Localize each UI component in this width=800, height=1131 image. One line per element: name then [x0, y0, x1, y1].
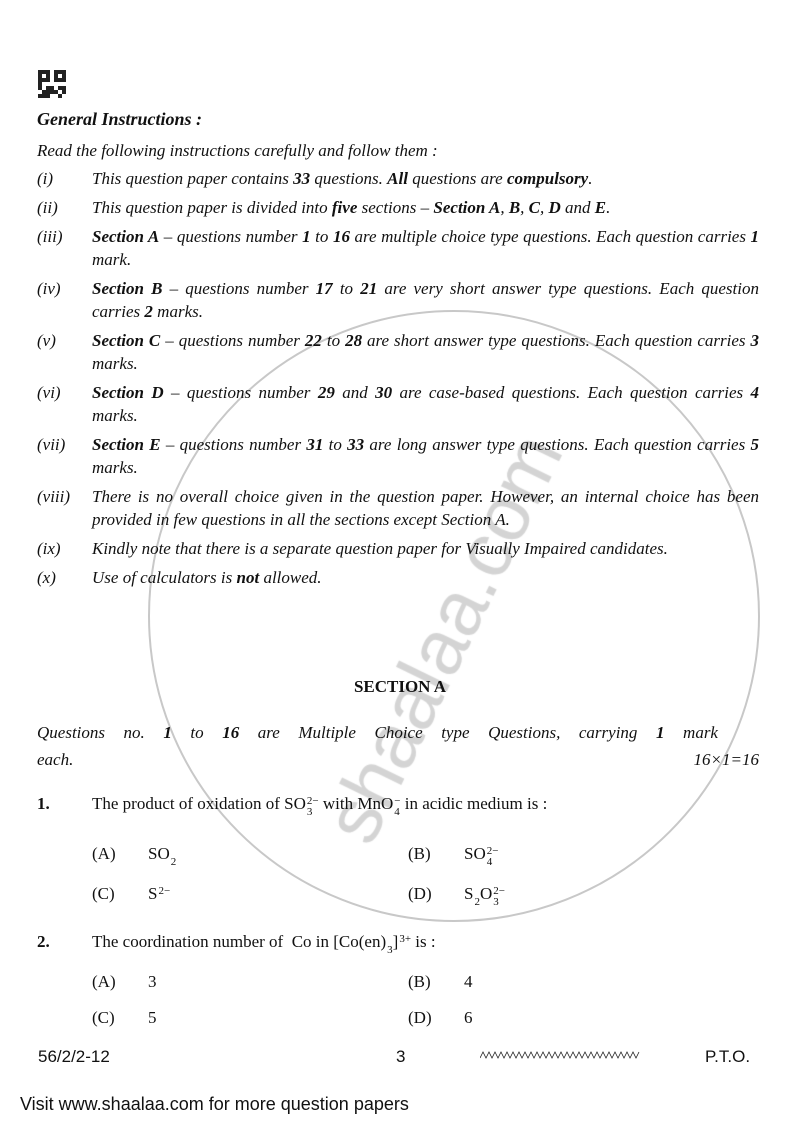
visit-link[interactable]: Visit www.shaalaa.com for more question papers [20, 1094, 409, 1114]
text: Questions no. [37, 723, 164, 742]
subscript [158, 897, 170, 908]
bold-text: 33 [347, 435, 365, 454]
text: Use of calculators is [92, 568, 237, 587]
superscript: 2− [306, 795, 319, 808]
text: . [588, 169, 593, 188]
text: This question paper contains [92, 169, 294, 188]
instruction-item [37, 167, 759, 190]
text: – questions number [160, 331, 305, 350]
bold-text: 4 [750, 383, 759, 402]
text: and [334, 383, 376, 402]
text: The product of oxidation of [92, 794, 285, 813]
chemical-formula [357, 790, 400, 818]
bold-text: 3 [750, 331, 759, 350]
superscript: 3+ [399, 933, 412, 946]
text: 5 [148, 1008, 157, 1027]
bold-text: 28 [345, 331, 363, 350]
option-d[interactable] [408, 1004, 473, 1032]
text: is : [411, 932, 436, 951]
bold-text: E [594, 198, 607, 217]
option-label: (D) [408, 884, 432, 903]
text: marks. [92, 435, 764, 477]
instruction-text [92, 277, 764, 323]
text: 6 [464, 1008, 473, 1027]
text: questions. [310, 169, 388, 188]
section-note-line2: each. [37, 750, 74, 769]
chemical-formula [464, 840, 498, 868]
text: marks. [92, 331, 764, 373]
instruction-number: (ii) [37, 198, 58, 217]
text: and [560, 198, 595, 217]
option-c[interactable] [92, 880, 170, 908]
subscript: 3 [493, 896, 499, 909]
pto-label: P.T.O. [705, 1047, 751, 1066]
bold-text: 33 [293, 169, 311, 188]
text: to [321, 331, 346, 350]
subscript: 4 [486, 856, 493, 869]
section-title: SECTION A [353, 677, 447, 696]
text: to [332, 279, 361, 298]
text: , [540, 198, 549, 217]
bold-text: not [236, 568, 260, 587]
bold-text: Section A [92, 227, 160, 246]
text: – questions number [162, 279, 316, 298]
subscript [399, 945, 411, 956]
instruction-number: (x) [37, 568, 56, 587]
option-a[interactable] [92, 968, 157, 996]
bold-text: 29 [317, 383, 335, 402]
bold-text: 17 [315, 279, 333, 298]
instruction-text [92, 433, 764, 479]
text: . [606, 198, 611, 217]
bold-text: Section E [92, 435, 161, 454]
formula-base: O [479, 884, 493, 903]
instruction-item [37, 329, 764, 375]
instruction-number: (vii) [37, 435, 66, 454]
bold-text: 2 [144, 302, 153, 321]
text: to [310, 227, 333, 246]
instruction-text [92, 167, 759, 190]
instruction-text [92, 566, 759, 589]
squiggle-line [480, 1049, 642, 1061]
text: – questions number [163, 383, 318, 402]
chemical-formula [148, 880, 170, 908]
chemical-formula [148, 840, 176, 868]
superscript: 2− [158, 885, 171, 898]
text: sections – [357, 198, 434, 217]
bold-text: Section C [92, 331, 161, 350]
instruction-text [92, 225, 764, 271]
option-label: (A) [92, 844, 116, 863]
text: , [500, 198, 509, 217]
instruction-text [92, 381, 764, 427]
instruction-number: (iii) [37, 227, 63, 246]
option-label: (A) [92, 972, 116, 991]
instruction-item [37, 196, 759, 219]
instruction-text [92, 329, 764, 375]
section-marks: 16×1=16 [693, 750, 759, 769]
instruction-item [37, 381, 764, 427]
formula-base: ] [392, 932, 399, 951]
bold-text: B [508, 198, 521, 217]
text: – questions number [160, 435, 307, 454]
bold-text: Section D [92, 383, 164, 402]
option-label: (B) [408, 972, 431, 991]
chemical-formula [480, 880, 505, 908]
formula-base: MnO [357, 794, 394, 813]
chemical-formula [393, 928, 411, 956]
text: mark [664, 723, 718, 742]
instruction-text [92, 537, 759, 560]
chemical-formula [333, 928, 392, 956]
formula-base: SO [464, 844, 486, 863]
section-note-text [37, 719, 718, 746]
text: are long answer type questions. Each question carries [364, 435, 751, 454]
question-number: 2. [37, 932, 50, 951]
subscript: 2 [170, 856, 177, 869]
bold-text: 1 [163, 723, 172, 742]
formula-base: SO [284, 794, 306, 813]
chemical-formula [284, 790, 318, 818]
instruction-item [37, 277, 764, 323]
bold-text: compulsory [506, 169, 589, 188]
bold-text: 21 [360, 279, 378, 298]
text: are very short answer type questions. Each question carries [92, 279, 764, 321]
question [37, 790, 759, 818]
instruction-number: (iv) [37, 279, 61, 298]
text: mark. [92, 227, 764, 269]
chemical-formula [464, 880, 480, 908]
text: to [323, 435, 348, 454]
bold-text: All [387, 169, 408, 188]
option-b[interactable] [408, 840, 498, 868]
question-number: 1. [37, 794, 50, 813]
paper-code: 56/2/2-12 [38, 1047, 110, 1066]
option-d[interactable] [408, 880, 505, 908]
instruction-item [37, 537, 759, 560]
bold-text: 1 [302, 227, 311, 246]
text: are multiple choice type questions. Each question carries [349, 227, 751, 246]
subscript: 3 [306, 806, 313, 819]
bold-text: 16 [332, 227, 350, 246]
instruction-text [92, 485, 764, 531]
bold-text: five [331, 198, 358, 217]
option-label: (C) [92, 1008, 115, 1027]
instruction-item [37, 566, 759, 589]
instruction-item [37, 433, 764, 479]
formula-base: [Co(en) [333, 932, 387, 951]
option-b[interactable] [408, 968, 473, 996]
option-a[interactable] [92, 840, 176, 868]
formula-base: S [464, 884, 474, 903]
option-c[interactable] [92, 1004, 157, 1032]
bold-text: Section B [92, 279, 163, 298]
formula-base: SO [148, 844, 170, 863]
superscript: 2− [493, 885, 505, 898]
option-label: (B) [408, 844, 431, 863]
instruction-number: (i) [37, 169, 54, 188]
text: are Multiple Choice type Questions, carrying [239, 723, 656, 742]
instruction-text [92, 196, 759, 219]
option-label: (C) [92, 884, 115, 903]
text: in acidic medium is : [400, 794, 548, 813]
text: – questions number [159, 227, 303, 246]
section-note [37, 719, 759, 773]
bold-text: C [528, 198, 540, 217]
subscript: 2 [474, 896, 480, 909]
text: This question paper is divided into [92, 198, 332, 217]
formula-base: S [148, 884, 158, 903]
text: The coordination number of Co in [92, 932, 334, 951]
question [37, 928, 759, 956]
instruction-number: (v) [37, 331, 56, 350]
subscript: 4 [394, 806, 400, 819]
instruction-item [37, 485, 764, 531]
text: There is no overall choice given in the question paper. However, an internal choice has been provided in few questions in all the sections except Section A. [92, 487, 764, 529]
page-number: 3 [396, 1047, 406, 1066]
bold-text: D [548, 198, 561, 217]
instruction-number: (viii) [37, 487, 71, 506]
text: marks. [152, 302, 203, 321]
text: marks. [92, 383, 764, 425]
text: to [171, 723, 223, 742]
instructions-intro: Read the following instructions carefully and follow them : [37, 141, 438, 160]
instructions-list [37, 167, 764, 595]
instruction-number: (ix) [37, 539, 61, 558]
instruction-number: (vi) [37, 383, 61, 402]
text: are case-based questions. Each question carries [392, 383, 751, 402]
question-text [92, 790, 547, 818]
question-text [92, 928, 436, 956]
bold-text: 30 [375, 383, 393, 402]
bold-text: 5 [750, 435, 759, 454]
text: 4 [464, 972, 473, 991]
text: questions are [407, 169, 507, 188]
instruction-item [37, 225, 764, 271]
text: are short answer type questions. Each question carries [362, 331, 751, 350]
subscript: 3 [387, 944, 393, 957]
bold-text: 1 [655, 723, 665, 742]
text: Kindly note that there is a separate question paper for Visually Impaired candidates. [92, 539, 668, 558]
bold-text: Section A [433, 198, 501, 217]
bold-text: 22 [304, 331, 322, 350]
general-instructions-title: General Instructions : [37, 109, 203, 129]
superscript: − [394, 795, 401, 808]
superscript: 2− [486, 845, 499, 858]
text: , [520, 198, 529, 217]
text: 3 [148, 972, 157, 991]
option-label: (D) [408, 1008, 432, 1027]
text: allowed. [259, 568, 322, 587]
bold-text: 1 [750, 227, 760, 246]
text: with [318, 794, 358, 813]
bold-text: 16 [222, 723, 240, 742]
bold-text: 31 [306, 435, 324, 454]
qr-code-icon [38, 70, 66, 98]
